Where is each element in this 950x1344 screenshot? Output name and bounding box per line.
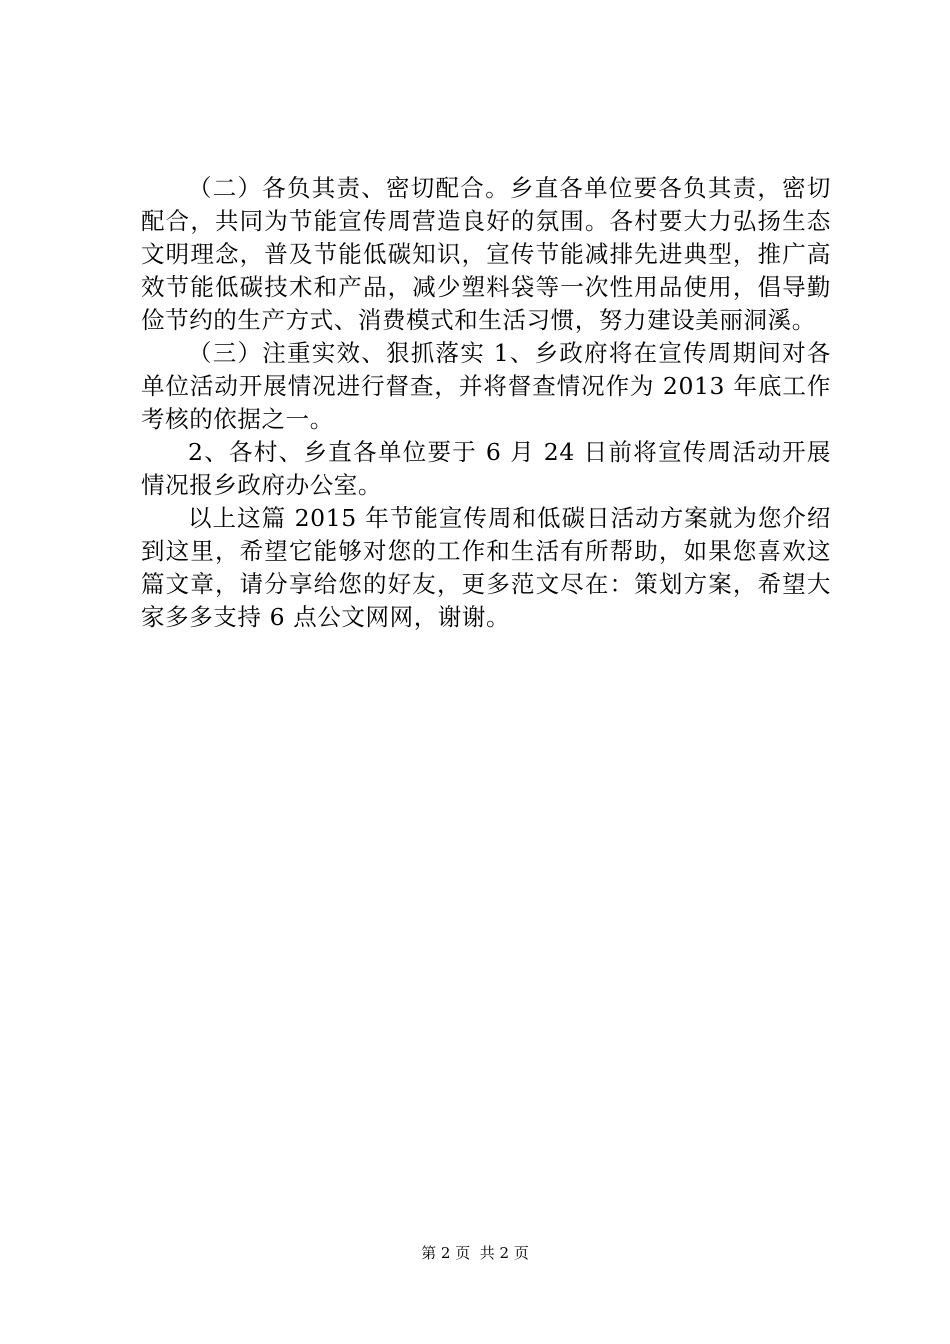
paragraph-closing: 以上这篇 2015 年节能宣传周和低碳日活动方案就为您介绍到这里，希望它能够对您的工作和生活有所帮助，如果您喜欢这篇文章，请分享给您的好友，更多范文尽在：策划方案，希望大家多多支持 6 点公文网网，谢谢。	[141, 504, 831, 631]
page-number-footer: 第 2 页 共 2 页	[421, 1244, 529, 1262]
document-body	[141, 172, 831, 634]
paragraph-responsibility: （二）各负其责、密切配合。乡直各单位要各负其责，密切配合，共同为节能宣传周营造良好的氛围。各村要大力弘扬生态文明理念，普及节能低碳知识，宣传节能减排先进典型，推广高效节能低碳技术和产品，减少塑料袋等一次性用品使用，倡导勤俭节约的生产方式、消费模式和生活习惯，努力建设美丽洞溪。	[141, 174, 831, 334]
paragraph-implementation: （三）注重实效、狠抓落实 1、乡政府将在宣传周期间对各单位活动开展情况进行督查，并将督查情况作为 2013 年底工作考核的依据之一。	[141, 339, 831, 433]
paragraph-report-deadline: 2、各村、乡直各单位要于 6 月 24 日前将宣传周活动开展情况报乡政府办公室。	[141, 438, 831, 499]
